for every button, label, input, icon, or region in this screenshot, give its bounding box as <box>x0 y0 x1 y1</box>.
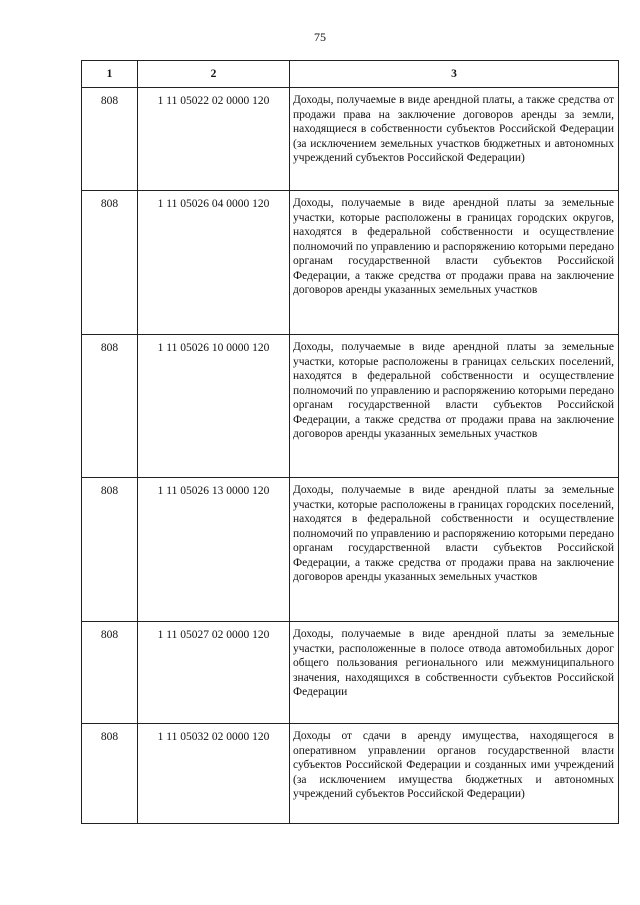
description-cell: Доходы, получаемые в виде арендной платы за земельные участки, которые расположены в границах городских округов, находятся в федеральной собственности и осуществление полномочий по управлению и распоряжению которыми передано органам государственной власти субъектов Российской Федерации, а также средства от продажи права на заключение договоров аренды указанных земельных участков <box>290 191 619 335</box>
admin-code-cell: 808 <box>82 622 138 724</box>
column-header-2: 2 <box>138 61 290 88</box>
page-number: 75 <box>314 30 326 44</box>
admin-code-cell: 808 <box>82 335 138 478</box>
column-header-1: 1 <box>82 61 138 88</box>
admin-code-cell: 808 <box>82 478 138 622</box>
admin-code-cell: 808 <box>82 191 138 335</box>
revenue-codes-table <box>81 60 619 824</box>
table-row <box>82 335 619 478</box>
admin-code-cell: 808 <box>82 88 138 191</box>
budget-code-cell: 1 11 05026 04 0000 120 <box>138 191 290 335</box>
table-row <box>82 478 619 622</box>
budget-code-cell: 1 11 05022 02 0000 120 <box>138 88 290 191</box>
table-row <box>82 622 619 724</box>
description-cell: Доходы, получаемые в виде арендной платы за земельные участки, расположенные в полосе отвода автомобильных дорог общего пользования регионального или межмуниципального значения, находящихся в собственности субъектов Российской Федерации <box>290 622 619 724</box>
table-header-row <box>82 61 619 88</box>
budget-code-cell: 1 11 05026 10 0000 120 <box>138 335 290 478</box>
column-header-3: 3 <box>290 61 619 88</box>
description-cell: Доходы, получаемые в виде арендной платы за земельные участки, которые расположены в границах сельских поселений, находятся в федеральной собственности и осуществление полномочий по управлению и распоряжению которыми передано органам государственной власти субъектов Российской Федерации, а также средства от продажи права на заключение договоров аренды указанных земельных участков <box>290 335 619 478</box>
table-row <box>82 191 619 335</box>
table-row <box>82 724 619 824</box>
budget-code-cell: 1 11 05027 02 0000 120 <box>138 622 290 724</box>
description-cell: Доходы от сдачи в аренду имущества, находящегося в оперативном управлении органов государственной власти субъектов Российской Федерации и созданных ими учреждений (за исключением имущества бюджетных и автономных учреждений субъектов Российской Федерации) <box>290 724 619 824</box>
budget-code-cell: 1 11 05032 02 0000 120 <box>138 724 290 824</box>
budget-code-cell: 1 11 05026 13 0000 120 <box>138 478 290 622</box>
table-row <box>82 88 619 191</box>
admin-code-cell: 808 <box>82 724 138 824</box>
description-cell: Доходы, получаемые в виде арендной платы за земельные участки, которые расположены в границах городских поселений, находятся в федеральной собственности и осуществление полномочий по управлению и распоряжению которыми передано органам государственной власти субъектов Российской Федерации, а также средства от продажи права на заключение договоров аренды указанных земельных участков <box>290 478 619 622</box>
description-cell: Доходы, получаемые в виде арендной платы, а также средства от продажи права на заключение договоров аренды за земли, находящиеся в собственности субъектов Российской Федерации (за исключением земельных участков бюджетных и автономных учреждений субъектов Российской Федерации) <box>290 88 619 191</box>
